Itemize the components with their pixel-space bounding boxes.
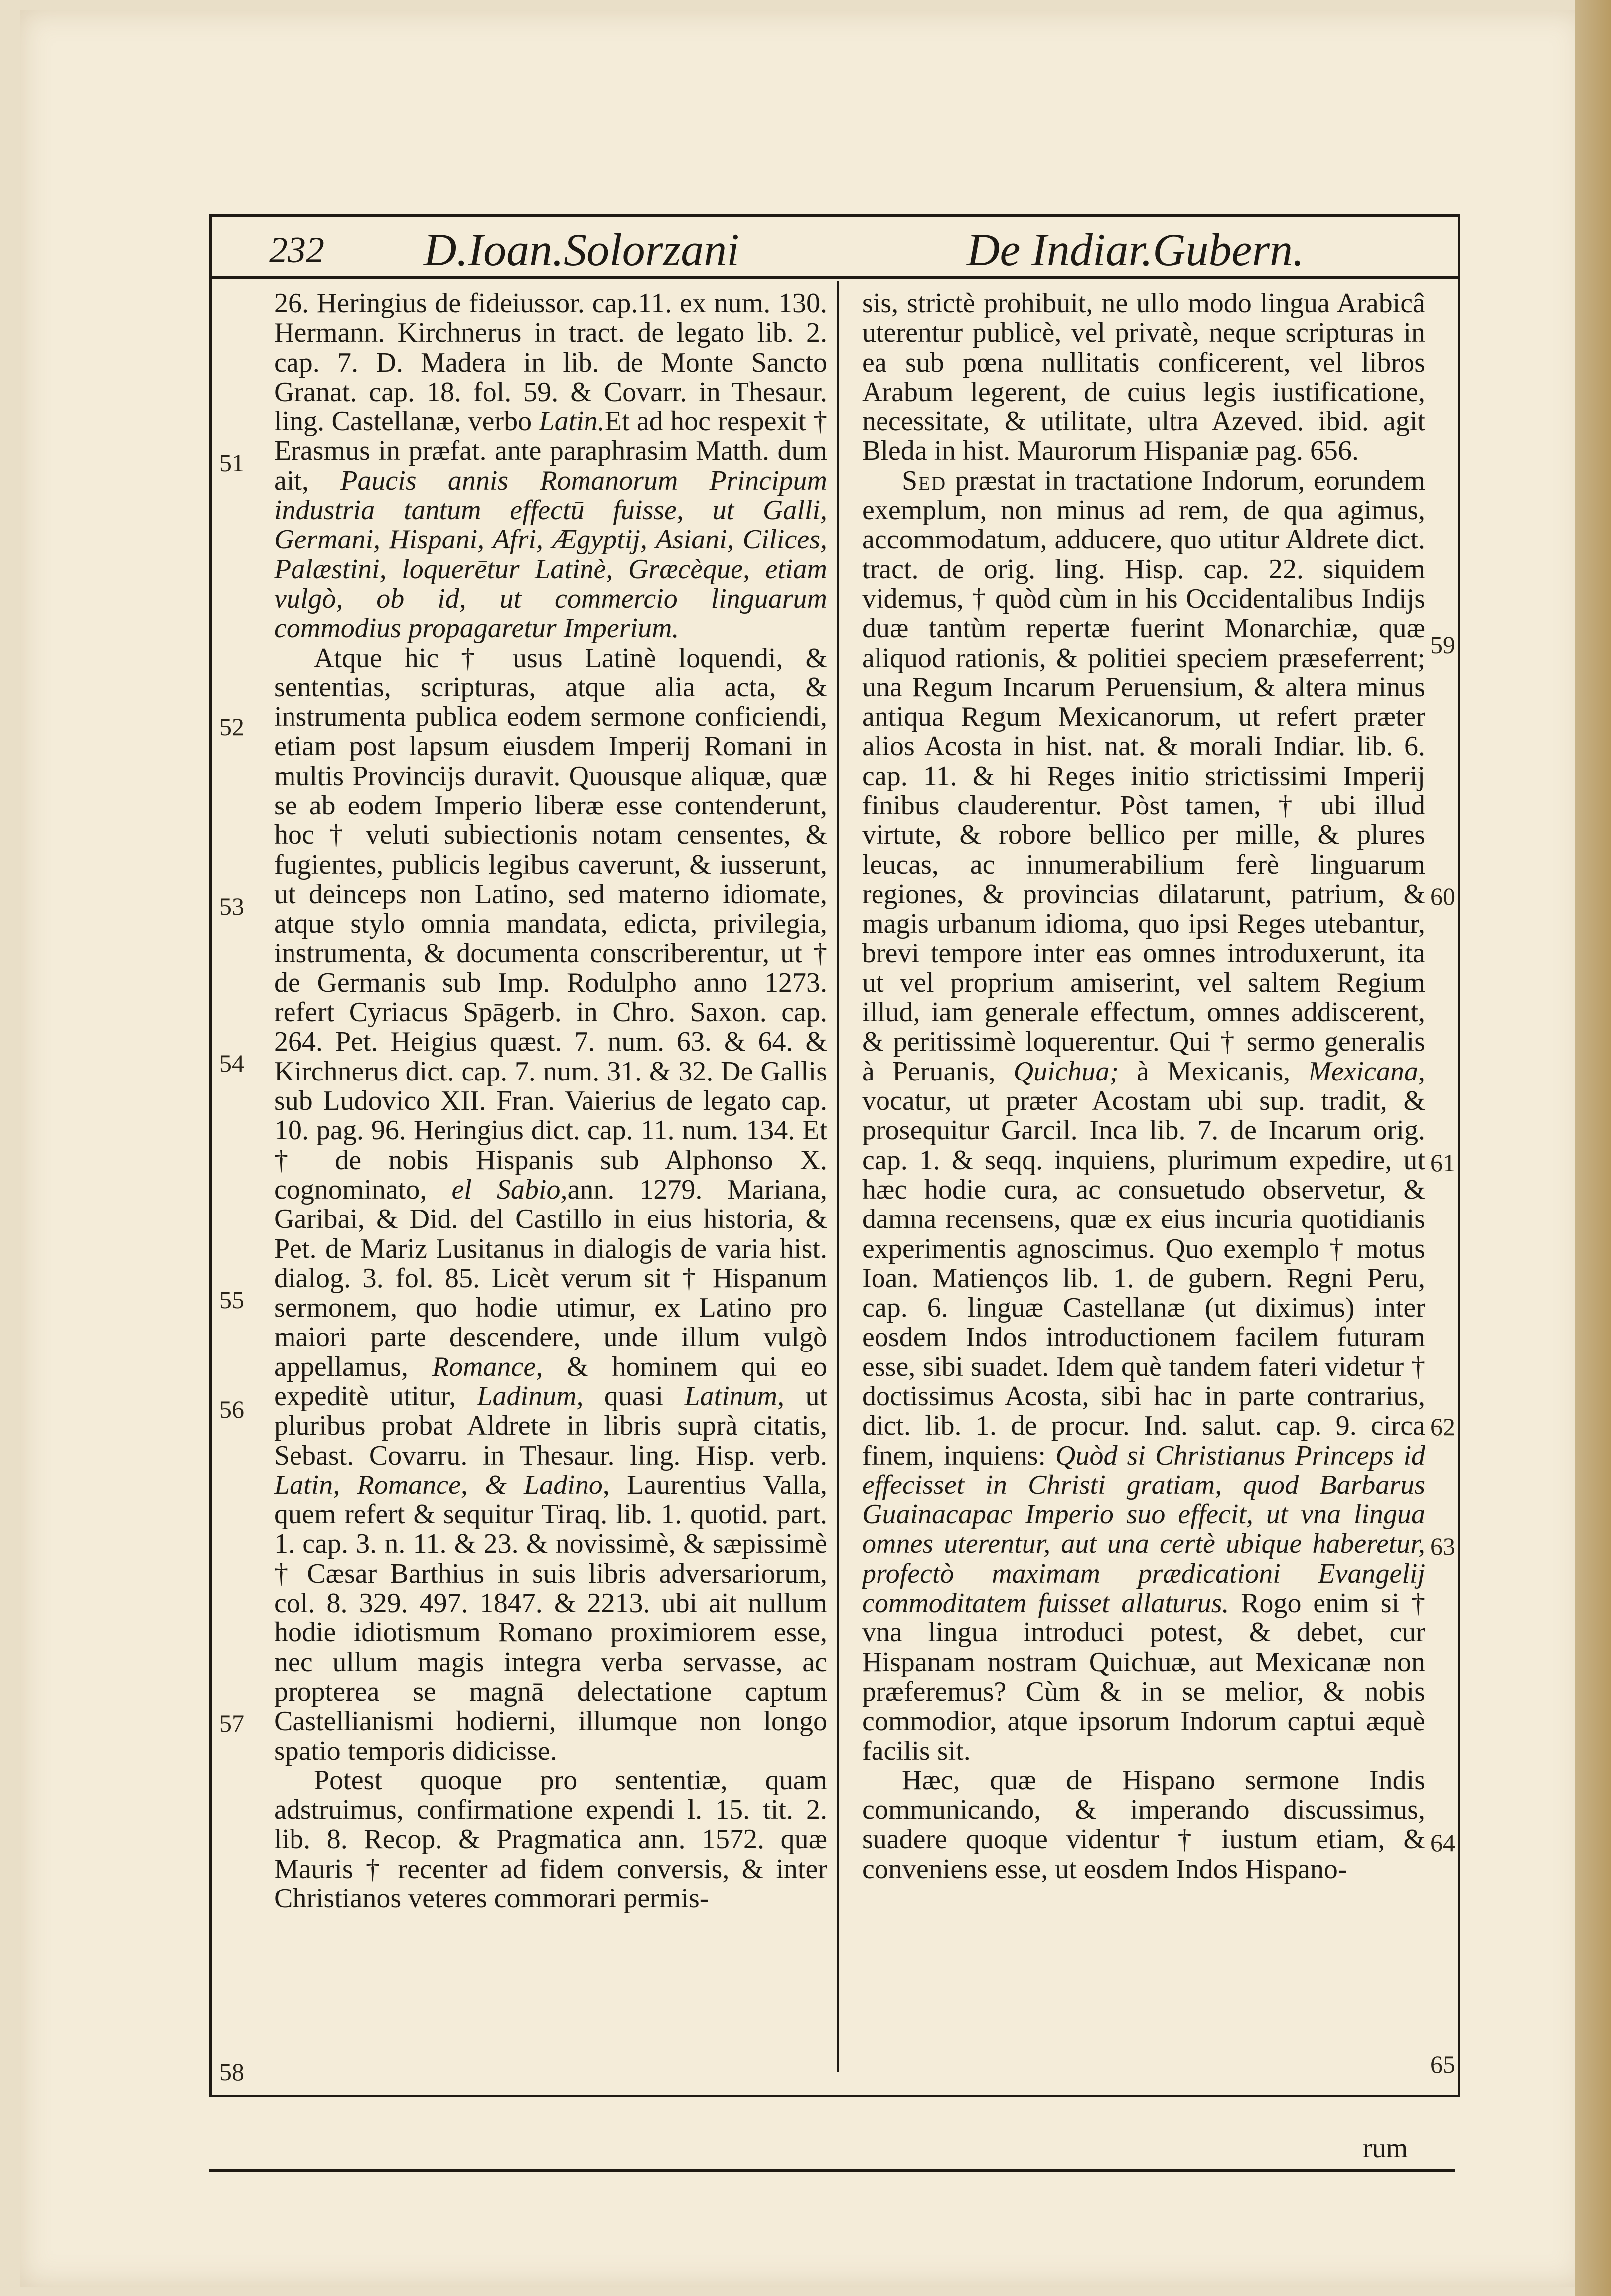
- footer-rule: [209, 2169, 1455, 2172]
- running-title-author: D.Ioan.Solorzani: [424, 224, 739, 275]
- right-paragraph-3: Hæc, quæ de Hispano sermone Indis communicando, & imperando discussimus, suadere quoque videntur † iustum etiam, & conveniens esse, ut eosdem Indos Hispano-: [862, 1764, 1425, 1885]
- margin-number: 56: [219, 1395, 244, 1423]
- page-number: 232: [269, 230, 324, 270]
- running-header: [214, 219, 1450, 274]
- right-paragraph-1: sis, strictè prohibuit, ne ullo modo lingua Arabicâ uterentur publicè, vel privatè, neque scripturas in ea sub pœna nullitatis conficerent, vel libros Arabum legerent, de cuius legis iustificatione, necessitate, & utilitate, ultra Azeved. ibid. agit Bleda in hist. Maurorum Hispaniæ pag. 656.: [862, 289, 1425, 467]
- margin-number: 61: [1430, 1149, 1455, 1177]
- left-paragraph-2: Atque hic † usus Latinè loquendi, & sententias, scripturas, atque alia acta, & instrumenta publica eodem sermone conficiendi, etiam post lapsum eiusdem Imperij Romani in multis Provincijs duravit. Quousque aliquæ, quæ se ab eodem Imperio liberæ esse contenderunt, hoc † veluti subiectionis notam censentes, & fugientes, publicis legibus caverunt, & iusserunt, ut deinceps non Latino, sed materno idiomate, atque stylo omnia mandata, edicta, privilegia, instrumenta, & documenta conscriberentur, ut † de Germanis sub Imp. Rodulpho anno 1273. refert Cyriacus Spāgerb. in Chro. Saxon. cap. 264. Pet. Heigius quæst. 7. num. 63. & 64. & Kirchnerus dict. cap. 7. num. 31. & 32. De Gallis sub Ludovico XII. Fran. Vaierius de legato cap. 10. pag. 96. Heringius dict. cap. 11. num. 134. Et † de nobis Hispanis sub Alphonso X. cognominato, el Sabio,ann. 1279. Mariana, Garibai, & Did. del Castillo in eius historia, & Pet. de Mariz Lusitanus in dialogis de varia hist. dialog. 3. fol. 85. Licèt verum sit † Hispanum sermonem, quo hodie utimur, ex Latino pro maiori parte descendere, unde illum vulgò appellamus, Romance, & hominem qui eo expeditè utitur, Ladinum, quasi Latinum, ut pluribus probat Aldrete in libris suprà citatis, Sebast. Covarru. in Thesaur. ling. Hisp. verb. Latin, Romance, & Ladino, Laurentius Valla, quem refert & sequitur Tiraq. lib. 1. quotid. part. 1. cap. 3. n. 11. & 23. & novissimè, & sæpissimè † Cæsar Barthius in suis libris adversariorum, col. 8. 329. 497. 1847. & 2213. ubi ait nullum hodie idiotismum Romano proximiorem esse, nec ullum magis integra verba servasse, ac propterea se magnā delectatione captum Castellianismi hodierni, illumque non longo spatio temporis didicisse.: [274, 642, 827, 1766]
- right-paragraph-2: Sed præstat in tractatione Indorum, eorundem exemplum, non minus ad rem, de qua agimus, accommodatum, adducere, quo utitur Aldrete dict. tract. de orig. ling. Hisp. cap. 22. siquidem videmus, † quòd cùm in his Occidentalibus Indijs duæ tantùm repertæ fuerint Monarchiæ, quæ aliquod rationis, & politiei speciem præseferrent; una Regum Incarum Peruensium, & altera minus antiqua Regum Mexicanorum, ut refert præter alios Acosta in hist. nat. & morali Indiar. lib. 6. cap. 11. & hi Reges initio strictissimi Imperij finibus clauderentur. Pòst tamen, † ubi illud virtute, & robore bellico per mille, & plures leucas, ac innumerabilium ferè linguarum regiones, & provincias dilatarunt, patrium, & magis urbanum idioma, quo ipsi Reges utebantur, brevi tempore inter eas omnes introduxerunt, ita ut vel proprium amiserint, vel saltem Regium illud, iam generale effectum, omnes addiscerent, & peritissimè loquerentur. Qui † sermo generalis à Peruanis, Quichua; à Mexicanis, Mexicana, vocatur, ut præter Acostam ubi sup. tradit, & prosequitur Garcil. Inca lib. 7. de Incarum orig. cap. 1. & seqq. inquiens, plurimum expedire, ut hæc hodie cura, ac consuetudo observetur, & damna recensens, quæ ex eius incuria quotidianis experimentis agnoscimus. Quo exemplo † motus Ioan. Matienços lib. 1. de gubern. Regni Peru, cap. 6. linguæ Castellanæ (ut diximus) inter eosdem Indos introductionem facilem futuram esse, sibi suadet. Idem què tandem fateri videtur † doctissimus Acosta, sibi hac in parte contrarius, dict. lib. 1. de procur. Ind. salut. cap. 9. circa finem, inquiens: Quòd si Christianus Princeps id effecisset in Christi gratiam, quod Barbarus Guainacapac Imperio suo effecit, ut vna lingua omnes uterentur, aut una certè ubique haberetur, profectò maximam prædicationi Evangelij commoditatem fuisset allaturus. Rogo enim si † vna lingua introduci potest, & debet, cur Hispanam nostram Quichuæ, aut Mexicanæ non præferemus? Cùm & in se melior, & nobis commodior, atque ipsorum Indorum captui æquè facilis sit.: [862, 465, 1425, 1766]
- running-title-work: De Indiar.Gubern.: [967, 224, 1305, 275]
- margin-number: 60: [1430, 882, 1455, 910]
- catchword: rum: [1363, 2133, 1408, 2163]
- margin-number: 59: [1430, 631, 1455, 659]
- margin-number: 64: [1430, 1829, 1455, 1857]
- left-paragraph-3: Potest quoque pro sententiæ, quam adstruimus, confirmatione expendi l. 15. tit. 2. lib. 8. Recop. & Pragmatica ann. 1572. quæ Mauris † recenter ad fidem conversis, & inter Christianos veteres commorari permis-: [274, 1764, 827, 1914]
- left-column: [274, 289, 827, 2072]
- margin-number: 52: [219, 713, 244, 741]
- header-rule: [209, 276, 1458, 279]
- book-gutter: [1575, 0, 1611, 2296]
- margin-number: 65: [1430, 2050, 1455, 2078]
- right-column: [862, 289, 1425, 2072]
- margin-number: 63: [1430, 1532, 1455, 1560]
- margin-number: 55: [219, 1286, 244, 1314]
- margin-number: 53: [219, 892, 244, 920]
- margin-number: 57: [219, 1709, 244, 1737]
- margin-number: 54: [219, 1049, 244, 1077]
- margin-number: 58: [219, 2058, 244, 2086]
- margin-number: 51: [219, 449, 244, 477]
- margin-number: 62: [1430, 1413, 1455, 1441]
- column-divider: [837, 281, 839, 2072]
- left-paragraph-1: 26. Heringius de fideiussor. cap.11. ex num. 130. Hermann. Kirchnerus in tract. de legato lib. 2. cap. 7. D. Madera in lib. de Monte Sancto Granat. cap. 18. fol. 59. & Covarr. in Thesaur. ling. Castellanæ, verbo Latin.Et ad hoc respexit † Erasmus in præfat. ante paraphrasim Matth. dum ait, Paucis annis Romanorum Principum industria tantum effectū fuisse, ut Galli, Germani, Hispani, Afri, Ægyptij, Asiani, Cilices, Palæstini, loquerētur Latinè, Græcèque, etiam vulgò, ob id, ut commercio linguarum commodius propagaretur Imperium.: [274, 289, 827, 644]
